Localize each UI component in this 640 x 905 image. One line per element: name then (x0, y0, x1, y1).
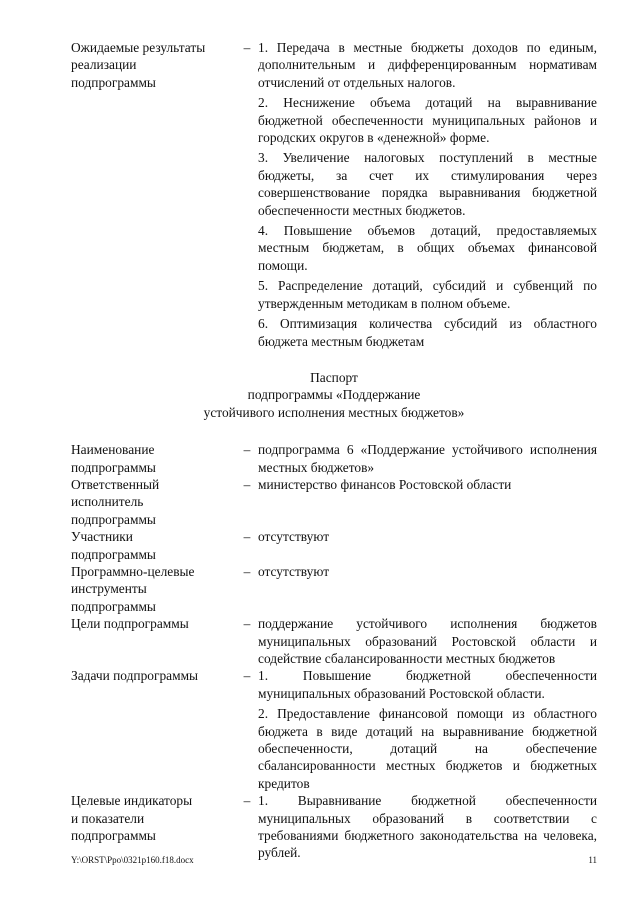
dash: – (243, 442, 251, 458)
row-value: поддержание устойчивого исполнения бюджетов муниципальных образований Ростовской области и содействие сбалансированности местных бюджетов (258, 616, 597, 666)
passport-subtitle: подпрограммы «Поддержание (247, 387, 421, 403)
result-item: 1. Передача в местные бюджеты доходов по единым, дополнительным и дифференцированным нормативам отчислений от отдельных налогов. (258, 40, 597, 90)
passport-heading (71, 369, 597, 421)
passport-title: Паспорт (310, 369, 358, 385)
row-label: Целевые индикаторы и показатели подпрограммы (71, 793, 193, 844)
dash: – (243, 40, 251, 55)
row-label: Наименование подпрограммы (71, 442, 156, 475)
dash: – (243, 476, 251, 492)
row-name (71, 441, 597, 476)
page-number: 11 (588, 855, 597, 865)
row-goals (71, 615, 597, 667)
row-value: министерство финансов Ростовской области (258, 476, 512, 492)
row-value: отсутствуют (258, 529, 330, 545)
row-indicators (71, 792, 597, 862)
row-tasks (71, 667, 597, 792)
row-label: Участники подпрограммы (71, 529, 156, 562)
row-participants (71, 528, 597, 563)
row-label: Цели подпрограммы (71, 616, 189, 632)
row-value: подпрограмма 6 «Поддержание устойчивого исполнения местных бюджетов» (258, 442, 597, 475)
passport-subtitle-2: устойчивого исполнения местных бюджетов» (203, 404, 465, 420)
row-responsible (71, 476, 597, 528)
dash: – (243, 529, 251, 545)
result-item: 2. Неснижение объема дотаций на выравнивание бюджетной обеспеченности муниципальных районов и городских округов в «денежной» форме. (258, 95, 597, 146)
row-label: Задачи подпрограммы (71, 668, 199, 684)
dash: – (243, 668, 251, 684)
result-item: 4. Повышение объемов дотаций, предоставляемых местным бюджетам, в общих объемах финансовой помощи. (258, 223, 597, 273)
dash: – (243, 793, 251, 809)
row-instruments (71, 563, 597, 615)
dash: – (243, 563, 251, 579)
file-path: Y:\ORST\Ppo\0321p160.f18.docx (71, 855, 194, 865)
result-item: 5. Распределение дотаций, субсидий и субвенций по утвержденным методикам в полном объеме. (258, 278, 597, 311)
document-body (71, 39, 597, 862)
page-footer (71, 855, 597, 865)
dash: – (243, 616, 251, 632)
expected-results-row (71, 39, 597, 350)
result-item: 6. Оптимизация количества субсидий из областного бюджета местным бюджетам (258, 316, 597, 349)
expected-results-label: Ожидаемые результаты реализации подпрограммы (71, 40, 206, 90)
row-label: Программно-целевые инструменты подпрограммы (71, 563, 195, 614)
row-value: 1. Повышение бюджетной обеспеченности муниципальных образований Ростовской области. 2. Предоставление финансовой помощи из областного бюджета в виде дотаций на выравнивание бюджетной обеспеченности, дотаций на обеспечение сбалансированности местных бюджетов и бюджетных кредитов (258, 668, 597, 791)
row-value: 1. Выравнивание бюджетной обеспеченности муниципальных образований в соответствии с требованиями бюджетного законодательства на человека, рублей. (258, 793, 597, 861)
expected-results-value (258, 39, 597, 350)
row-value: отсутствуют (258, 563, 330, 579)
result-item: 3. Увеличение налоговых поступлений в местные бюджеты, за счет их стимулирования через совершенствование порядка выравнивания бюджетной обеспеченности местных бюджетов. (258, 150, 597, 218)
row-label: Ответственный исполнитель подпрограммы (71, 476, 160, 527)
